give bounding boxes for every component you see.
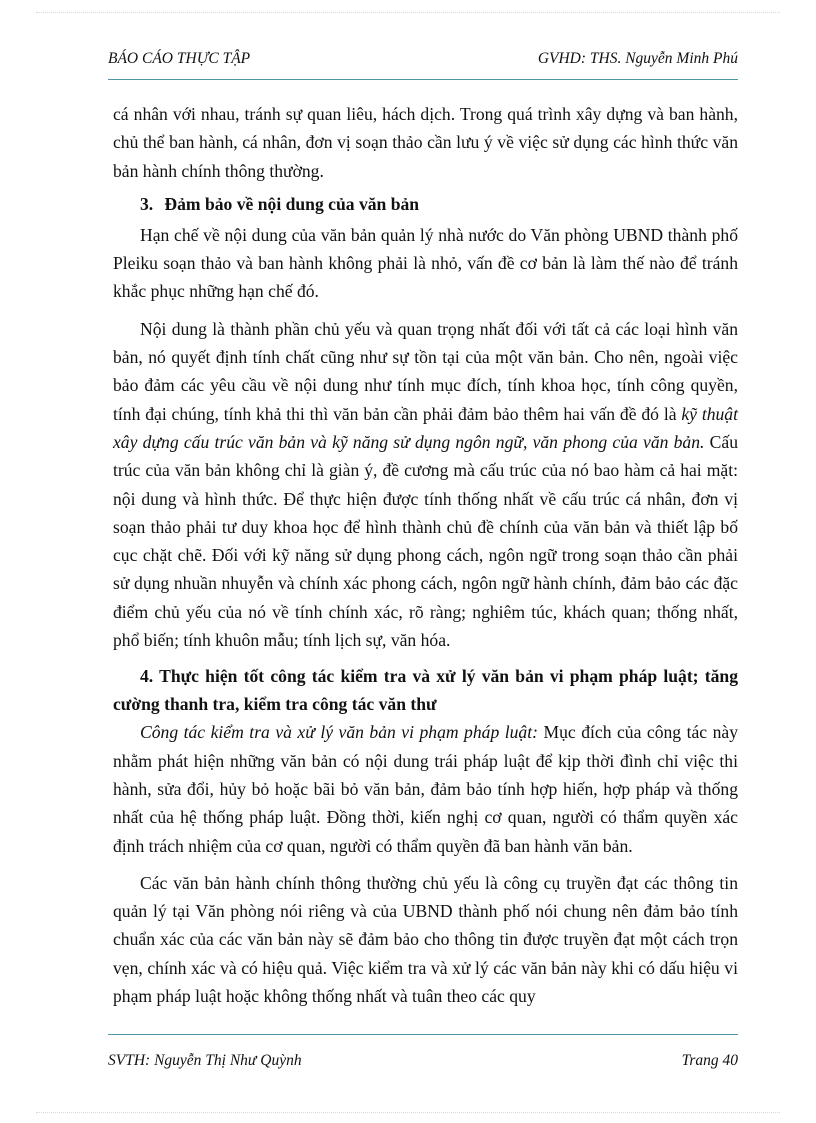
header-advisor: GVHD: THS. Nguyễn Minh Phú xyxy=(537,50,738,67)
paragraph-4-text: Mục đích của công tác này nhằm phát hiện những văn bản có nội dung trái pháp luật để kịp thời đình chỉ việc thi hành, sửa đổi, hủy bỏ hoặc bãi bỏ văn bản, đảm bảo tính hợp hiến, hợp pháp và thống nhất của hệ thống pháp luật. Đồng thời, kiến nghị cơ quan, người có thẩm quyền xác định trách nhiệm của cơ quan, người có thẩm quyền đã ban hành văn bản. xyxy=(113,722,738,856)
page-body xyxy=(113,100,738,1010)
page-border-top xyxy=(36,12,780,13)
footer-student: SVTH: Nguyễn Thị Như Quỳnh xyxy=(108,1052,302,1069)
footer-divider xyxy=(108,1034,738,1035)
page-footer xyxy=(108,1052,738,1070)
section-heading-4: 4. Thực hiện tốt công tác kiểm tra và xử lý văn bản vi phạm pháp luật; tăng cường thanh tra, kiểm tra công tác văn thư xyxy=(113,666,738,715)
page-border-bottom xyxy=(36,1112,780,1113)
paragraph-4-emphasis: Công tác kiểm tra và xử lý văn bản vi phạm pháp luật: xyxy=(140,722,538,743)
header-divider xyxy=(108,79,738,80)
section-number: 3. xyxy=(140,193,154,214)
paragraph-3-text-a: Nội dung là thành phần chủ yếu và quan trọng nhất đối với tất cả các loại hình văn bản, nó quyết định tính chất cũng như sự tồn tại của một văn bản. Cho nên, ngoài việc bảo đảm các yêu cầu về nội dung như tính mục đích, tính khoa học, tính công quyền, tính đại chúng, tính khả thi thì văn bản cần phải đảm bảo thêm hai vấn đề đó là xyxy=(113,318,738,424)
section-title: Đảm bảo về nội dung của văn bản xyxy=(164,193,420,214)
footer-page-number: Trang 40 xyxy=(681,1052,738,1069)
paragraph-4 xyxy=(113,718,738,859)
paragraph-3-text-b: Cấu trúc của văn bản không chỉ là giàn ý, đề cương mà cấu trúc của nó bao hàm cả hai mặt: nội dung và hình thức. Để thực hiện được tính thống nhất về cấu trúc cá nhân, đơn vị soạn thảo phải tư duy khoa học để hình thành chủ đề chính của văn bản và thiết lập bố cục chặt chẽ. Đối với kỹ năng sử dụng phong cách, ngôn ngữ trong soạn thảo cần phải sử dụng nhuần nhuyễn và chính xác phong cách, ngôn ngữ hành chính, đảm bảo các đặc điểm chủ yếu của nó về tính chính xác, rõ ràng; nghiêm túc, khách quan; thống nhất, phổ biến; tính khuôn mẫu; tính lịch sự, văn hóa. xyxy=(113,431,738,651)
paragraph-1: cá nhân với nhau, tránh sự quan liêu, hách dịch. Trong quá trình xây dựng và ban hành, chủ thể ban hành, cá nhân, đơn vị soạn thảo cần lưu ý về việc sử dụng các hình thức văn bản hành chính thông thường. xyxy=(113,104,738,181)
header-report-title: BÁO CÁO THỰC TẬP xyxy=(108,50,251,67)
paragraph-3 xyxy=(113,315,738,655)
paragraph-3-emphasis: kỹ thuật xây dựng cấu trúc văn bản và kỹ năng sử dụng ngôn ngữ, văn phong của văn bản. xyxy=(113,403,738,452)
section-heading-3 xyxy=(113,191,738,217)
paragraph-5: Các văn bản hành chính thông thường chủ yếu là công cụ truyền đạt các thông tin quản lý tại Văn phòng nói riêng và của UBND thành phố nói chung nên đảm bảo tính chuẩn xác của các văn bản này sẽ đảm bảo cho thông tin được truyền đạt một cách trọn vẹn, chính xác và có hiệu quả. Việc kiểm tra và xử lý các văn bản này khi có dấu hiệu vi phạm pháp luật hoặc không thống nhất và tuân theo các quy xyxy=(113,872,738,1007)
page-header xyxy=(108,50,738,68)
paragraph-2: Hạn chế về nội dung của văn bản quản lý nhà nước do Văn phòng UBND thành phố Pleiku soạn thảo và ban hành không phải là nhỏ, vấn đề cơ bản là làm thế nào để tránh khắc phục những hạn chế đó. xyxy=(113,224,738,302)
